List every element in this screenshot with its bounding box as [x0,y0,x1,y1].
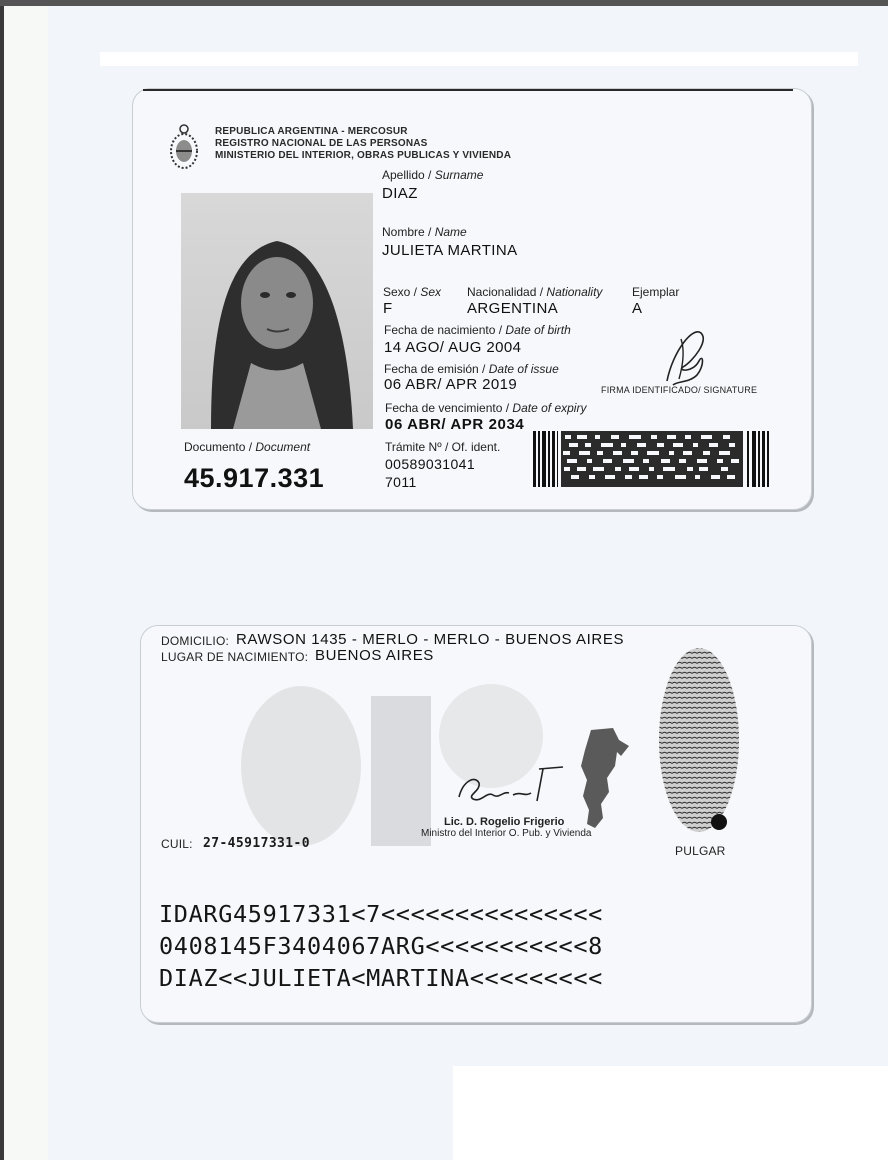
mrz-line-2: 0408145F3404067ARG<<<<<<<<<<<8 [159,932,603,960]
sex-value: F [383,300,393,317]
cuil-value: 27-45917331-0 [203,836,310,851]
dob-label: Fecha de nacimiento / Date of birth [384,323,571,337]
portrait-image [181,193,373,429]
nationality-value: ARGENTINA [467,300,559,317]
holder-signature [653,321,713,391]
copy-label: Ejemplar [632,285,680,299]
header-registry: REGISTRO NACIONAL DE LAS PERSONAS [215,138,428,149]
argentina-map-icon [573,726,633,830]
address-label: DOMICILIO: [161,634,230,648]
minister-signature [451,761,571,811]
document-number: 45.917.331 [184,463,325,493]
copy-value: A [632,300,643,317]
id-card-front [132,88,812,510]
scan-border-left [0,0,48,1160]
mrz-line-3: DIAZ<<JULIETA<MARTINA<<<<<<<<< [159,964,603,992]
holder-photo [181,193,373,429]
birthplace-label: LUGAR DE NACIMIENTO: [161,650,309,664]
surname-label: Apellido / Surname [382,168,484,182]
minister-name: Lic. D. Rogelio Frigerio [444,816,565,828]
expiry-value: 06 ABR/ APR 2034 [385,416,525,433]
sex-label: Sexo / Sex [383,285,442,299]
nationality-label: Nacionalidad / Nationality [467,285,603,299]
cuil-label: CUIL: [161,837,193,851]
signature-label: FIRMA IDENTIFICADO/ SIGNATURE [601,385,758,395]
issue-value: 06 ABR/ APR 2019 [384,376,518,393]
coat-of-arms-icon [167,123,201,175]
thumb-label: PULGAR [675,844,726,858]
document-label: Documento / Document [184,440,311,454]
name-label: Nombre / Name [382,225,467,239]
expiry-label: Fecha de vencimiento / Date of expiry [385,401,587,415]
id-card-back [140,625,812,1023]
tramite-number: 00589031041 [385,456,476,472]
pdf417-barcode [533,431,769,487]
scan-border-top [0,0,888,6]
scan-white-strip [100,52,858,66]
issue-label: Fecha de emisión / Date of issue [384,362,559,376]
surname-value: DIAZ [382,185,418,202]
scan-white-patch [453,1066,888,1160]
dob-value: 14 AGO/ AUG 2004 [384,339,522,356]
tramite-label: Trámite Nº / Of. ident. [385,440,501,454]
thumbprint-icon [657,646,741,834]
minister-title: Ministro del Interior O. Pub. y Vivienda [421,828,592,839]
header-ministry: MINISTERIO DEL INTERIOR, OBRAS PUBLICAS Y VIVIENDA [215,150,512,161]
mrz-line-1: IDARG45917331<7<<<<<<<<<<<<<<< [159,900,603,928]
name-value: JULIETA MARTINA [382,242,518,259]
address-value: RAWSON 1435 - MERLO - MERLO - BUENOS AIRES [236,631,625,648]
birthplace-value: BUENOS AIRES [315,647,434,664]
office-code: 7011 [385,474,417,490]
header-country: REPUBLICA ARGENTINA - MERCOSUR [215,126,408,137]
